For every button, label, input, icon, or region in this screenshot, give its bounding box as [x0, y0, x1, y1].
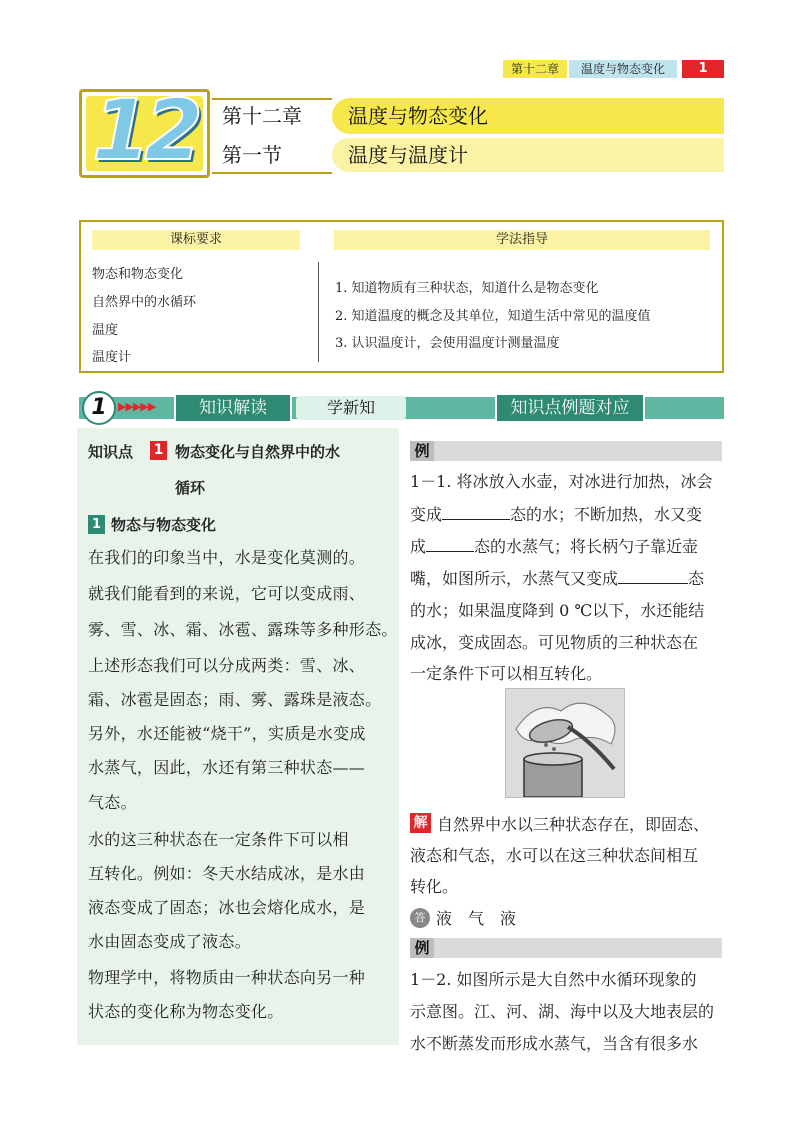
banner-tab-knowledge: 知识解读: [174, 393, 292, 423]
arrow-icons: ▶▶▶▶▶: [118, 400, 156, 413]
example-tag: 例: [410, 938, 434, 958]
example-text: 态的水；不断加热，水又变: [510, 505, 703, 524]
banner-tab-learn: 学新知: [296, 396, 406, 420]
chapter-title: 温度与物态变化: [348, 104, 488, 128]
solution-line: 液态和气态，水可以在这三种状态间相互: [410, 846, 699, 865]
example-line: 的水；如果温度降到 0 ℃以下，水还能结: [410, 601, 705, 620]
example-line: 成冰，变成固态。可见物质的三种状态在: [410, 633, 699, 652]
body-line: 另外，水还能被“烧干”，实质是水变成: [88, 724, 366, 743]
guidance-item: 1. 知道物质有三种状态，知道什么是物态变化: [335, 281, 599, 296]
requirement-item: 自然界中的水循环: [92, 295, 197, 310]
running-header-title: 温度与物态变化: [569, 60, 677, 78]
banner-tab-examples: 知识点例题对应: [495, 393, 645, 423]
example-text: 态: [688, 569, 705, 588]
spoon-kettle-figure: [505, 688, 625, 798]
example-line: 水不断蒸发而形成水蒸气，当含有很多水: [410, 1034, 699, 1053]
body-line: 状态的变化称为物态变化。: [88, 1002, 284, 1021]
example-text: 成: [410, 537, 427, 556]
body-line: 上述形态我们可以分成两类：雪、冰、: [88, 656, 366, 675]
knowledge-point-title: 物态变化与自然界中的水: [175, 443, 341, 461]
example-line: [410, 566, 722, 589]
knowledge-point-label: 知识点: [88, 443, 134, 461]
knowledge-point-number: 1: [150, 441, 167, 460]
example-tag: 例: [410, 441, 434, 461]
chapter-number: 12: [92, 81, 197, 179]
subsection-number: 1: [88, 515, 105, 534]
spoon-kettle-illustration: [506, 689, 624, 797]
example-line: [410, 502, 722, 525]
answer-blank: [442, 505, 510, 520]
body-line: 雾、雪、冰、霜、冰雹、露珠等多种形态。: [88, 620, 398, 639]
example-line: 1－1. 将冰放入水壶，对冰进行加热，冰会: [410, 472, 713, 491]
section-title: 温度与温度计: [348, 143, 468, 167]
requirements-divider: [318, 262, 319, 362]
guidance-item: 2. 知道温度的概念及其单位，知道生活中常见的温度值: [335, 309, 651, 324]
requirement-item: 温度计: [92, 350, 132, 365]
banner-number: 1: [91, 395, 107, 420]
body-line: 气态。: [88, 793, 137, 812]
example-line: 一定条件下可以相互转化。: [410, 664, 603, 683]
solution-tag: 解: [410, 813, 431, 833]
chapter-no: 第十二章: [222, 104, 302, 128]
body-line: 霜、冰雹是固态；雨、雾、露珠是液态。: [88, 690, 382, 709]
requirements-left-heading: 课标要求: [92, 230, 300, 250]
example-line: 1－2. 如图所示是大自然中水循环现象的: [410, 970, 697, 989]
knowledge-point-title-cont: 循环: [175, 479, 206, 497]
example-text: 嘴，如图所示，水蒸气又变成: [410, 569, 619, 588]
body-line: 物理学中，将物质由一种状态向另一种: [88, 968, 366, 987]
example-bar: [410, 938, 722, 958]
example-line: [410, 534, 722, 557]
solution-line: 转化。: [410, 877, 459, 896]
body-line: 水蒸气，因此，水还有第三种状态——: [88, 758, 366, 777]
body-line: 在我们的印象当中，水是变化莫测的。: [88, 548, 366, 567]
body-line: 就我们能看到的来说，它可以变成雨、: [88, 584, 366, 603]
answer-text: 液 气 液: [436, 909, 517, 928]
answer-blank: [618, 569, 688, 584]
page-number: 1: [682, 60, 724, 78]
solution-line: 自然界中水以三种状态存在，即固态、: [437, 815, 710, 834]
body-line: 液态变成了固态；冰也会熔化成水，是: [88, 898, 366, 917]
example-bar: [410, 441, 722, 461]
example-line: 示意图。江、河、湖、海中以及大地表层的: [410, 1002, 715, 1021]
section-no: 第一节: [222, 143, 282, 167]
example-text: 变成: [410, 505, 443, 524]
body-line: 水的这三种状态在一定条件下可以相: [88, 830, 349, 849]
guidance-item: 3. 认识温度计，会使用温度计测量温度: [335, 336, 560, 351]
requirements-right-heading: 学法指导: [334, 230, 710, 250]
body-line: 互转化。例如：冬天水结成冰，是水由: [88, 864, 366, 883]
answer-blank: [426, 537, 474, 552]
answer-tag: 答: [410, 908, 430, 928]
requirement-item: 物态和物态变化: [92, 267, 184, 282]
example-text: 态的水蒸气；将长柄勺子靠近壶: [474, 537, 699, 556]
subsection-title: 物态与物态变化: [111, 516, 217, 534]
body-line: 水由固态变成了液态。: [88, 932, 252, 951]
running-header-chapter: 第十二章: [503, 60, 567, 78]
requirement-item: 温度: [92, 323, 119, 338]
